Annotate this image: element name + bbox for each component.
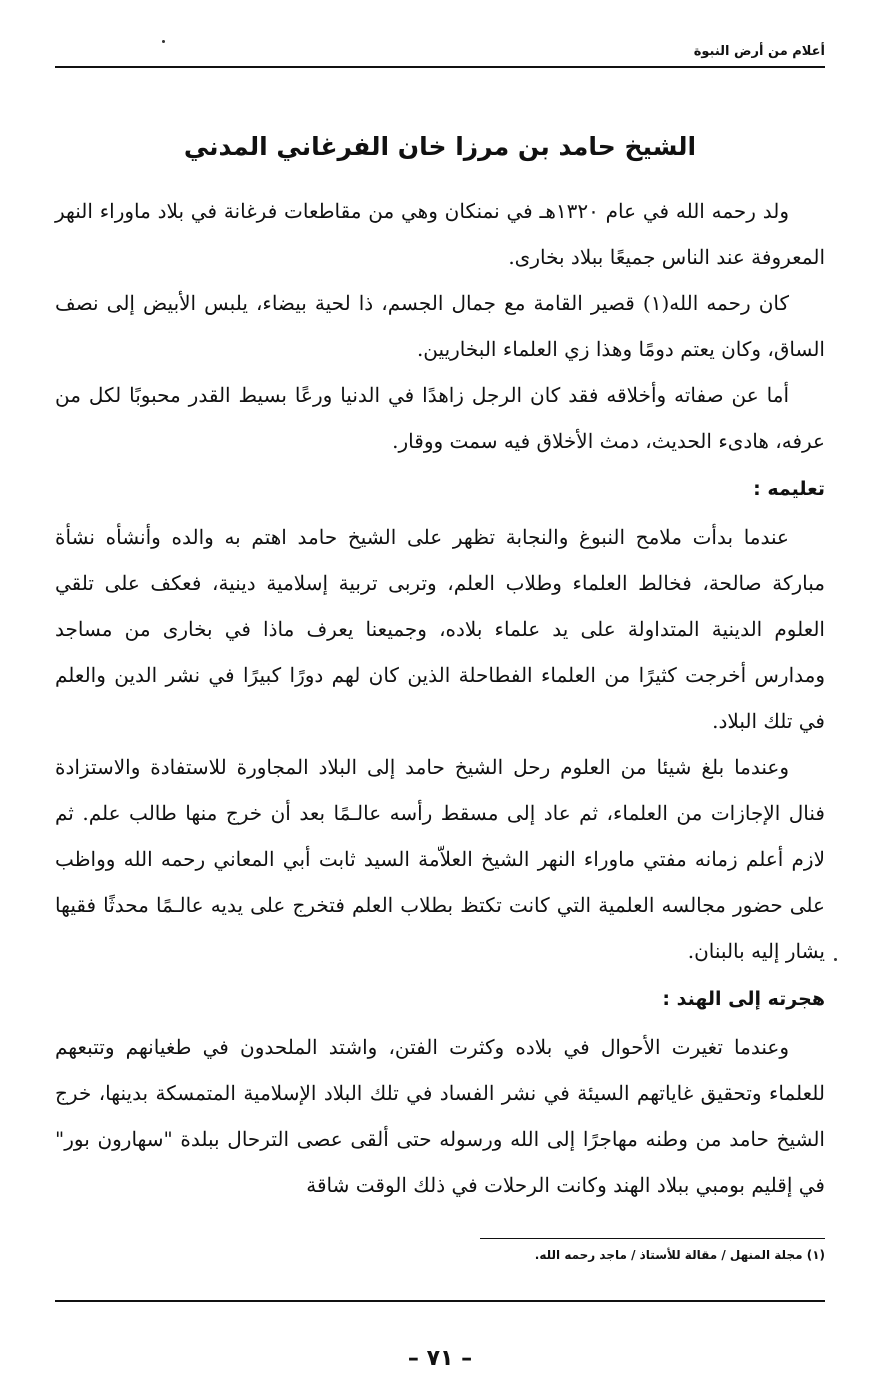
footnote: (١) مجلة المنهل / مقالة للأستاذ / ماجد رحمه الله. (534, 1248, 825, 1262)
scan-speck (834, 958, 837, 961)
running-header: أعلام من أرض النبوة (693, 44, 825, 59)
paragraph-character: أما عن صفاته وأخلاقه فقد كان الرجل زاهدًا في الدنيا ورعًا بسيط القدر محبوبًا لكل من عرفه، هادىء الحديث، دمث الأخلاق فيه سمت ووقار. (55, 383, 825, 453)
section-heading-migration: هجرته إلى الهند : (662, 988, 825, 1010)
paragraph-appearance: كان رحمه الله(١) قصير القامة مع جمال الجسم، ذا لحية بيضاء، يلبس الأبيض إلى نصف الساق، وكان يعتم دومًا وهذا زي العلماء البخاريين. (55, 291, 825, 361)
footnote-rule (480, 1238, 825, 1239)
section-heading-education: تعليمه : (753, 478, 825, 500)
article-title: الشيخ حامد بن مرزا خان الفرغاني المدني (183, 132, 697, 161)
article-body (55, 188, 825, 1208)
paragraph-migration: وعندما تغيرت الأحوال في بلاده وكثرت الفتن، واشتد الملحدون في طغيانهم وتتبعهم للعلماء وتحقيق غاياتهم السيئة في نشر الفساد في تلك البلاد الإسلامية المتمسكة بدينها، خرج الشيخ حامد من وطنه مهاجرًا إلى الله ورسوله حتى ألقى عصى الترحال ببلدة "سهارون بور" في إقليم بومبي ببلاد الهند وكانت الرحلات في ذلك الوقت شاقة (55, 1035, 825, 1197)
paragraph-upbringing: عندما بدأت ملامح النبوغ والنجابة تظهر على الشيخ حامد اهتم به والده وأنشأه نشأة مباركة صالحة، فخالط العلماء وطلاب العلم، وتربى تربية إسلامية دينية، فعكف على تلقي العلوم الدينية المتداولة على يد علماء بلاده، وجميعنا يعرف ماذا في بخارى من مساجد ومدارس أخرجت كثيرًا من العلماء الفطاحلة الذين كان لهم دورًا كبيرًا في نشر الدين والعلم في تلك البلاد. (55, 525, 825, 733)
header-rule (55, 66, 825, 68)
page-number: – ٧١ – (407, 1346, 473, 1371)
paragraph-studies: وعندما بلغ شيئا من العلوم رحل الشيخ حامد إلى البلاد المجاورة للاستفادة والاستزادة فنال الإجازات من العلماء، ثم عاد إلى مسقط رأسه عالـمًا بعد أن خرج منها طالب علم. ثم لازم أعلم زمانه مفتي ماوراء النهر الشيخ العلاّمة السيد ثابت أبي المعاني رحمه الله وواظب على حضور مجالسه العلمية التي كانت تكتظ بطلاب العلم فتخرج على يديه عالـمًا محدثًا فقيها يشار إليه بالبنان. (55, 755, 825, 963)
scan-speck (162, 40, 165, 43)
footer-rule (55, 1300, 825, 1302)
paragraph-birth: ولد رحمه الله في عام ١٣٢٠هـ في نمنكان وهي من مقاطعات فرغانة في بلاد ماوراء النهر المعروفة عند الناس جميعًا ببلاد بخارى. (55, 199, 825, 269)
